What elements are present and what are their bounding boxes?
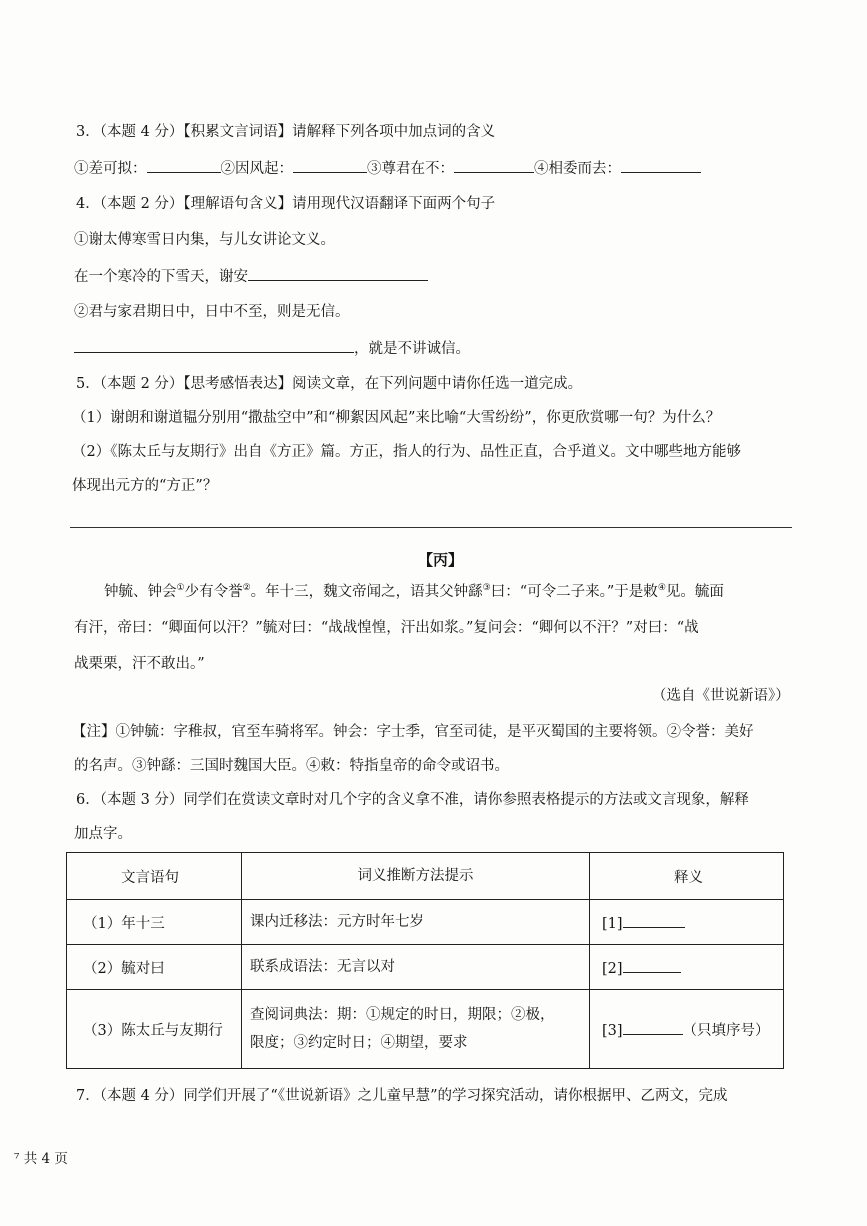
- section-bing-title: 【丙】: [418, 551, 464, 569]
- q4-translation-1-blank[interactable]: [248, 266, 428, 281]
- table-cell-method: [242, 990, 590, 1069]
- q4-sentence-1: ①谢太傅寒雪日内集，与儿女讲论文义。: [74, 232, 335, 248]
- table-row: [67, 900, 784, 945]
- q3-item-1: ①差可拟：: [74, 161, 147, 177]
- table-cell-answer[interactable]: [590, 990, 784, 1069]
- q3-heading: 3．（本题 4 分）【积累文言词语】请解释下列各项中加点词的含义: [76, 124, 496, 140]
- q5-option-1: （1）谢朗和谢道韫分别用“撒盐空中”和“柳絮因风起”来比喻“大雪纷纷”，你更欣赏哪一句？为什么？: [72, 410, 721, 426]
- q3-item-4: ④相委而去：: [534, 161, 621, 177]
- bing-text-5: 见。毓面: [665, 584, 724, 600]
- q6-heading-line-2: 加点字。: [74, 826, 132, 842]
- q5-option-2-line-1: （2）《陈太丘与友期行》出自《方正》篇。方正，指人的行为、品性正直，合乎道义。文中哪些地方能够: [72, 444, 741, 460]
- q7-heading: 7．（本题 4 分）同学们开展了“《世说新语》之儿童早慧”的学习探究活动，请你根据甲、乙两文，完成: [76, 1088, 728, 1104]
- q4-translation-2-suffix: ，就是不讲诚信。: [354, 341, 470, 357]
- q4-sentence-2: ②君与家君期日中，日中不至，则是无信。: [74, 304, 350, 320]
- page-footer: ⁷ 共 4 页: [14, 1151, 68, 1167]
- bing-paragraph-line-3: 战栗栗，汗不敢出。”: [74, 656, 205, 672]
- footnote-ref-4: ④: [657, 583, 666, 594]
- q4-translation-2-blank[interactable]: [74, 338, 354, 353]
- bing-text-2: 少有令誉: [184, 584, 243, 600]
- table-header-row: [67, 853, 784, 900]
- q3-answer-blank-1[interactable]: [147, 158, 221, 173]
- q3-item-2: ②因风起：: [220, 161, 293, 177]
- bing-paragraph-line-2: 有汗，帝曰：“卿面何以汗？”毓对曰：“战战惶惶，汗出如浆。”复问会：“卿何以不汗？”对曰：“战: [74, 620, 699, 636]
- answer-blank-1[interactable]: [623, 913, 685, 928]
- bing-text-3: 。年十三，魏文帝闻之，语其父钟繇: [250, 584, 483, 600]
- q3-item-3: ③尊君在不：: [367, 161, 454, 177]
- q5-heading: 5．（本题 2 分）【思考感悟表达】阅读文章，在下列问题中请你任选一道完成。: [76, 376, 583, 392]
- table-cell-sentence: （3）陈太丘与友期行: [67, 990, 242, 1069]
- bing-text-1: 钟毓、钟会: [104, 584, 177, 600]
- q4-heading: 4．（本题 2 分）【理解语句含义】请用现代汉语翻译下面两个句子: [76, 196, 496, 212]
- q6-heading-line-1: 6．（本题 3 分）同学们在赏读文章时对几个字的含义拿不准，请你参照表格提示的方法或文言现象，解释: [76, 792, 749, 808]
- q4-translation-1: [74, 266, 428, 287]
- bing-text-4: 曰：“可令二子来。”于是敕: [490, 584, 658, 600]
- answer-label-3: [3]: [602, 1022, 623, 1039]
- footnote-ref-3: ③: [482, 583, 491, 594]
- table-cell-method: 联系成语法：无言以对: [242, 945, 590, 990]
- table-cell-method: 课内迁移法：元方时年七岁: [242, 900, 590, 945]
- table-header-sentence: 文言语句: [67, 853, 242, 900]
- q4-translation-1-prefix: 在一个寒冷的下雪天，谢安: [74, 269, 248, 285]
- q6-table: [66, 852, 784, 1069]
- answer-label-2: [2]: [602, 960, 623, 977]
- answer-blank-3[interactable]: [623, 1020, 683, 1035]
- table-row: [67, 990, 784, 1069]
- table-cell-sentence: （2）毓对曰: [67, 945, 242, 990]
- bing-note-line-2: 的名声。③钟繇：三国时魏国大臣。④敕：特指皇帝的命令或诏书。: [74, 758, 509, 774]
- answer-blank-2[interactable]: [623, 958, 681, 973]
- table-cell-answer[interactable]: [590, 945, 784, 990]
- answer-note: （只填序号）: [682, 1022, 770, 1039]
- q3-answer-blank-4[interactable]: [621, 158, 701, 173]
- table-row: [67, 945, 784, 990]
- answer-line[interactable]: [70, 527, 792, 528]
- q3-answer-blank-2[interactable]: [293, 158, 367, 173]
- table-cell-method-line-1: 查阅词典法：期：①规定的时日，期限；②极，: [250, 1007, 555, 1023]
- bing-source: （选自《世说新语》）: [652, 688, 790, 704]
- q5-option-2-line-2: 体现出元方的“方正”？: [72, 478, 218, 494]
- q4-translation-2: [74, 338, 470, 359]
- answer-label-1: [1]: [602, 915, 623, 932]
- footnote-ref-2: ②: [242, 583, 251, 594]
- bing-note-line-1: 【注】①钟毓：字稚叔，官至车骑将军。钟会：字士季，官至司徒，是平灭蜀国的主要将领。②令誉：美好: [72, 724, 754, 740]
- table-cell-method-line-2: 限度；③约定时日；④期望，要求: [250, 1035, 468, 1051]
- table-header-meaning: 释义: [590, 853, 784, 900]
- table-header-method: 词义推断方法提示: [242, 853, 590, 900]
- q3-items-line: [74, 158, 701, 179]
- footnote-ref-1: ①: [176, 583, 185, 594]
- table-cell-sentence: （1）年十三: [67, 900, 242, 945]
- bing-paragraph-line-1: [104, 582, 724, 602]
- q3-answer-blank-3[interactable]: [454, 158, 534, 173]
- table-cell-answer[interactable]: [590, 900, 784, 945]
